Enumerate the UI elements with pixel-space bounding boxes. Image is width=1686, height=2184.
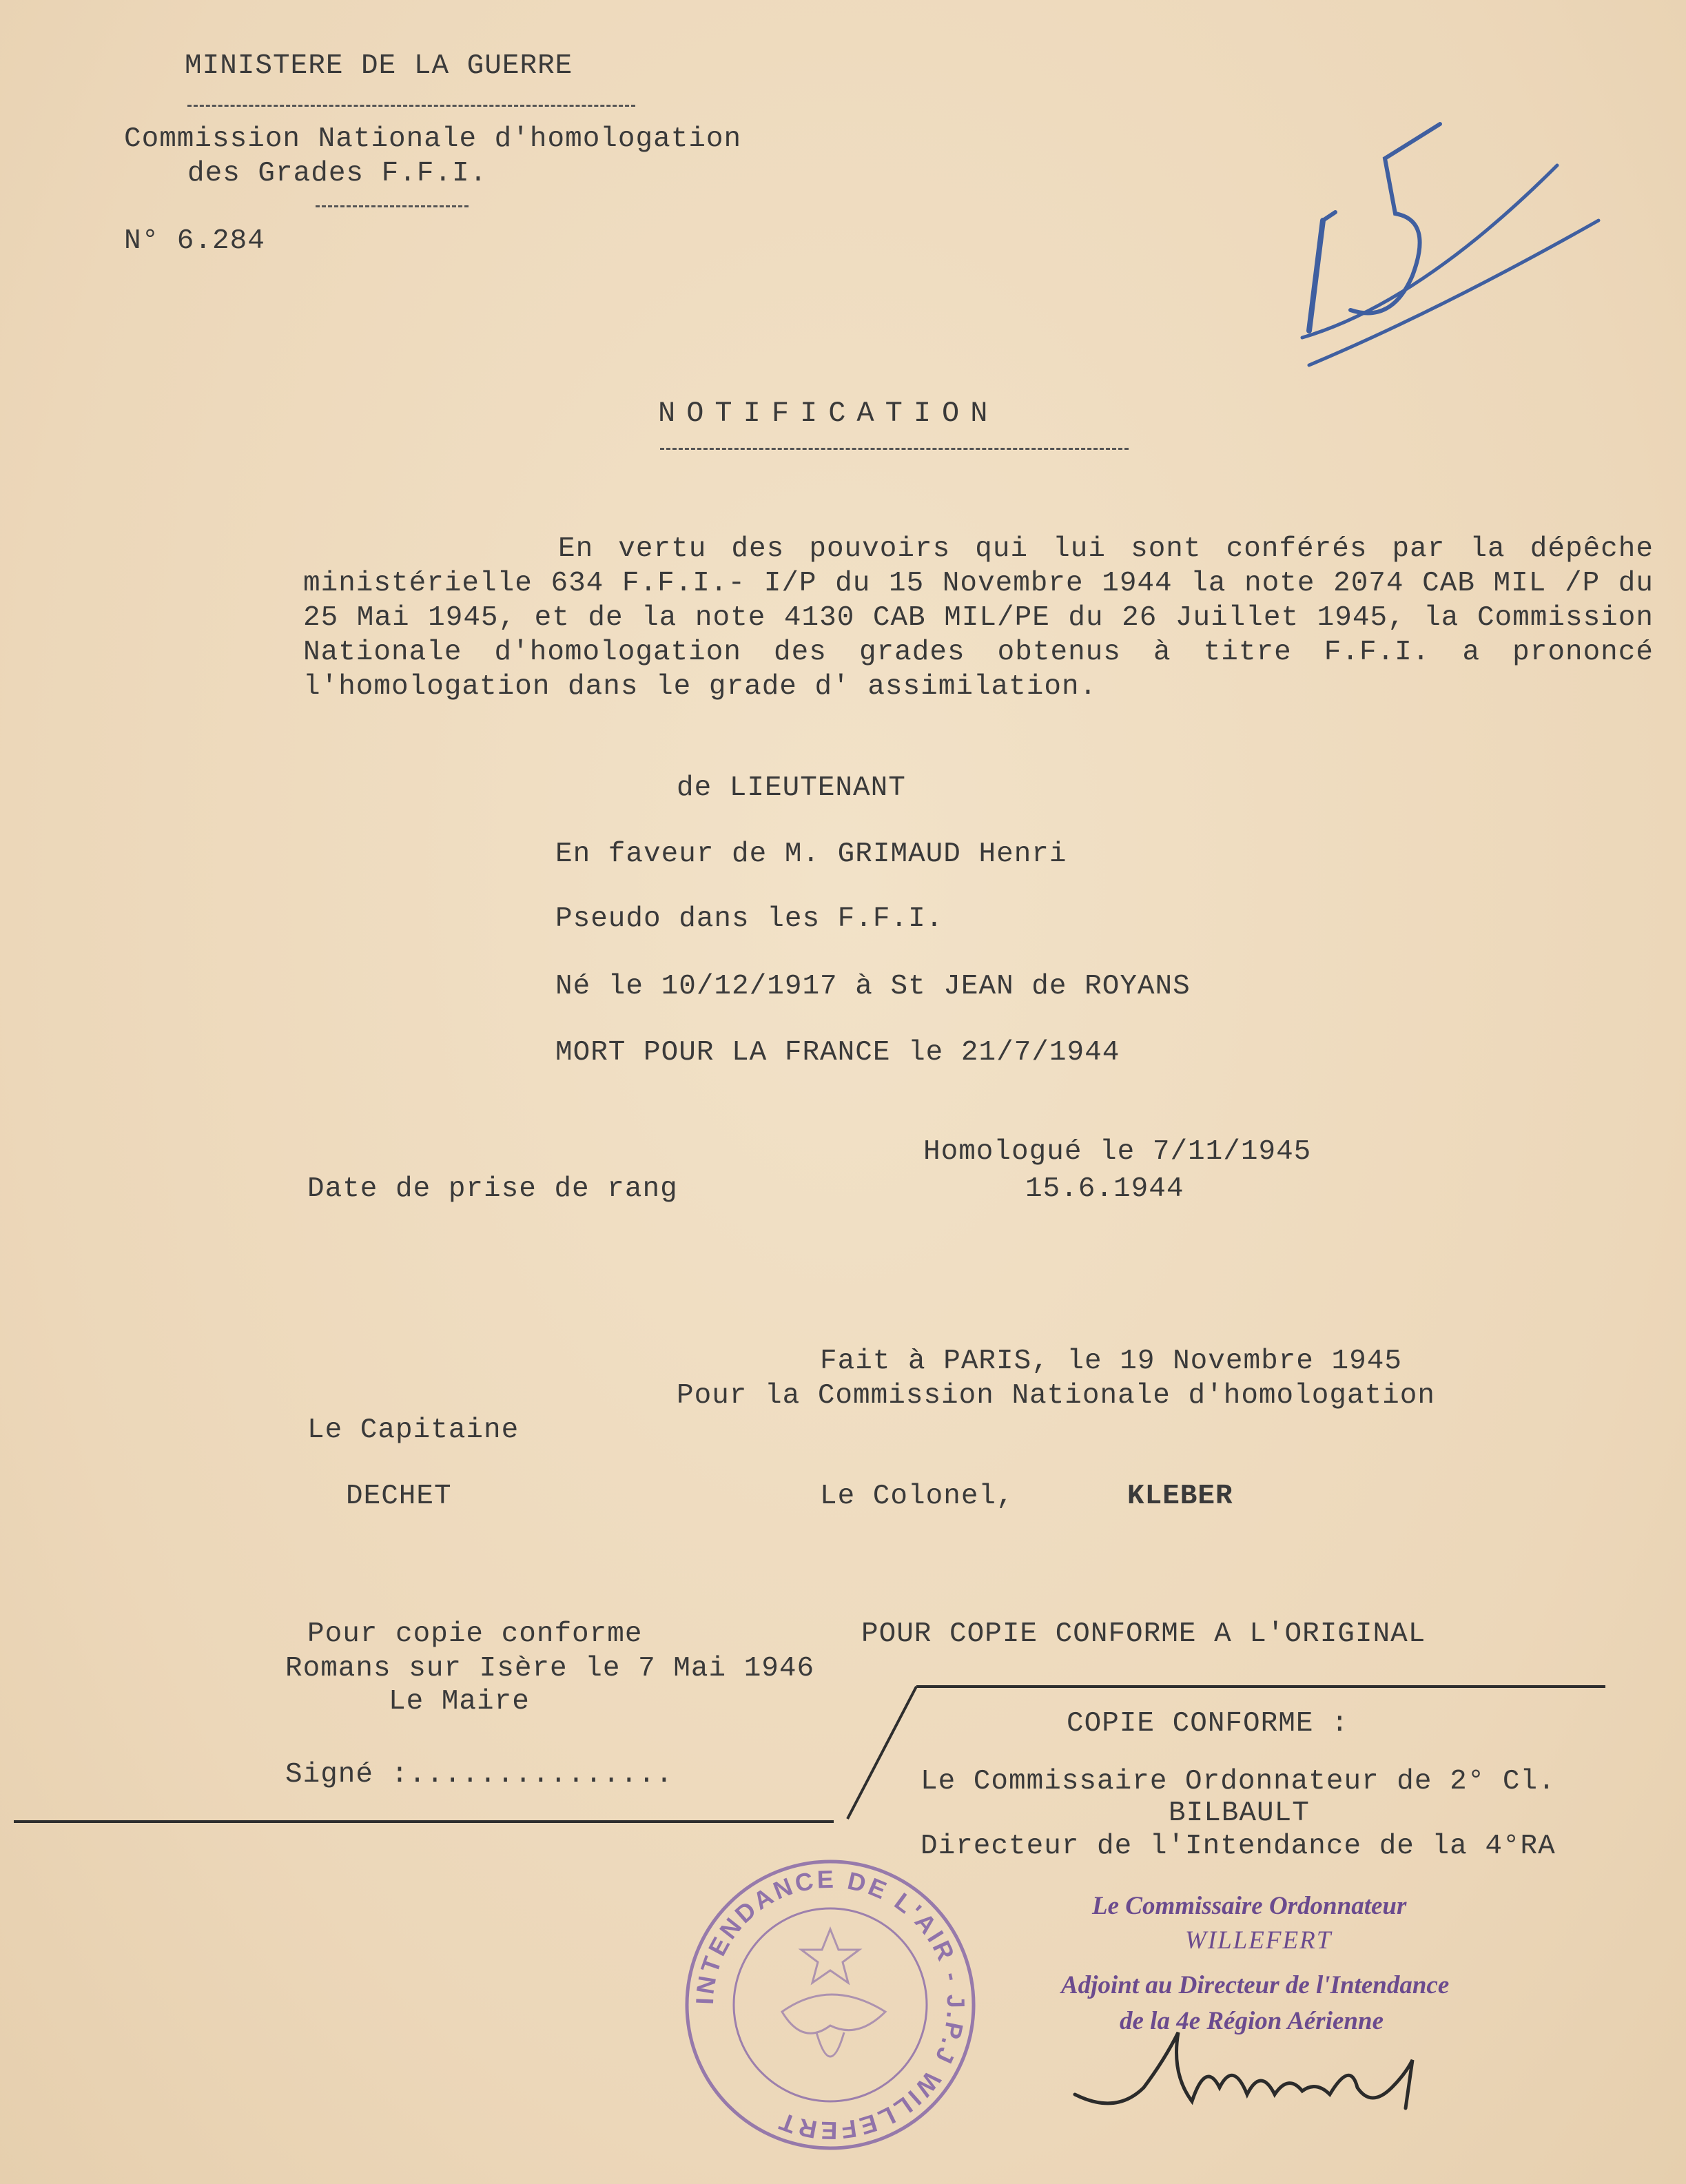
- directeur-title: Directeur de l'Intendance de la 4°RA: [921, 1831, 1556, 1862]
- title-underline: [660, 448, 1129, 450]
- seal-emblem-icon: [782, 1929, 885, 2057]
- birth-info: Né le 10/12/1917 à St JEAN de ROYANS: [555, 971, 1191, 1002]
- grade: de LIEUTENANT: [677, 772, 906, 804]
- rank-date-value: 15.6.1944: [1025, 1173, 1184, 1205]
- copy-left-line2: Romans sur Isère le 7 Mai 1946: [285, 1653, 815, 1685]
- copy-left-mayor: Le Maire: [389, 1686, 530, 1718]
- copy-left-signed: Signé :...............: [285, 1759, 674, 1791]
- for-commission: Pour la Commission Nationale d'homologation: [677, 1380, 1435, 1412]
- divider: [187, 105, 635, 107]
- pseudo: Pseudo dans les F.F.I.: [555, 903, 944, 935]
- copie-conforme-label: COPIE CONFORME :: [1067, 1708, 1349, 1740]
- death-info: MORT POUR LA FRANCE le 21/7/1944: [555, 1037, 1120, 1069]
- handwritten-number-mark: [1282, 103, 1612, 372]
- copy-divider-lines: [0, 1681, 1686, 1840]
- place-date: Fait à PARIS, le 19 Novembre 1945: [820, 1346, 1402, 1377]
- official-seal: [679, 1853, 982, 2156]
- commission-name: Commission Nationale d'homologation: [124, 123, 742, 155]
- stamp-region: de la 4e Région Aérienne: [1120, 2007, 1384, 2035]
- commission-grades: des Grades F.F.I.: [187, 158, 488, 189]
- commissaire-name: BILBAULT: [1169, 1797, 1310, 1829]
- document-title: NOTIFICATION: [658, 397, 999, 430]
- document-number: N° 6.284: [124, 225, 265, 257]
- rank-date-label: Date de prise de rang: [307, 1173, 678, 1205]
- copy-left-line1: Pour copie conforme: [307, 1618, 643, 1650]
- commissaire-title: Le Commissaire Ordonnateur de 2° Cl.: [921, 1766, 1556, 1797]
- captain-name: DECHET: [346, 1481, 452, 1512]
- handwritten-signature: [1061, 2019, 1474, 2129]
- captain-title: Le Capitaine: [307, 1414, 520, 1446]
- stamp-name: WILLEFERT: [1185, 1926, 1333, 1955]
- seal-text: INTENDANCE DE L'AIR - J.P.J WILLEFERT: [690, 1864, 971, 2145]
- homologation-date: Homologué le 7/11/1945: [923, 1136, 1312, 1168]
- colonel-name: KLEBER: [1127, 1481, 1233, 1512]
- handwritten-mark-text: 15: [1282, 103, 1283, 104]
- beneficiary: En faveur de M. GRIMAUD Henri: [555, 838, 1067, 870]
- svg-text:INTENDANCE DE L'AIR - J.P.J WI: [690, 1865, 970, 2145]
- divider: [316, 205, 469, 207]
- copy-right-heading: POUR COPIE CONFORME A L'ORIGINAL: [861, 1618, 1426, 1650]
- body-paragraph: En vertu des pouvoirs qui lui sont conférés par la dépêche ministérielle 634 F.F.I.- I/P du 15 Novembre 1944 la note 2074 CAB MIL /P du 25 Mai 1945, et de la note 4130 CAB MIL/PE du 26 Juillet 1945, la Commission Nationale d'homologation des grades obtenus à titre F.F.I. a prononcé l'homologation dans le grade d' assimilation.: [303, 533, 1654, 703]
- colonel-title: Le Colonel,: [820, 1481, 1014, 1512]
- ministry-heading: MINISTERE DE LA GUERRE: [185, 50, 573, 82]
- stamp-commissaire: Le Commissaire Ordonnateur: [1092, 1892, 1407, 1920]
- stamp-adjoint: Adjoint au Directeur de l'Intendance: [1061, 1971, 1450, 1999]
